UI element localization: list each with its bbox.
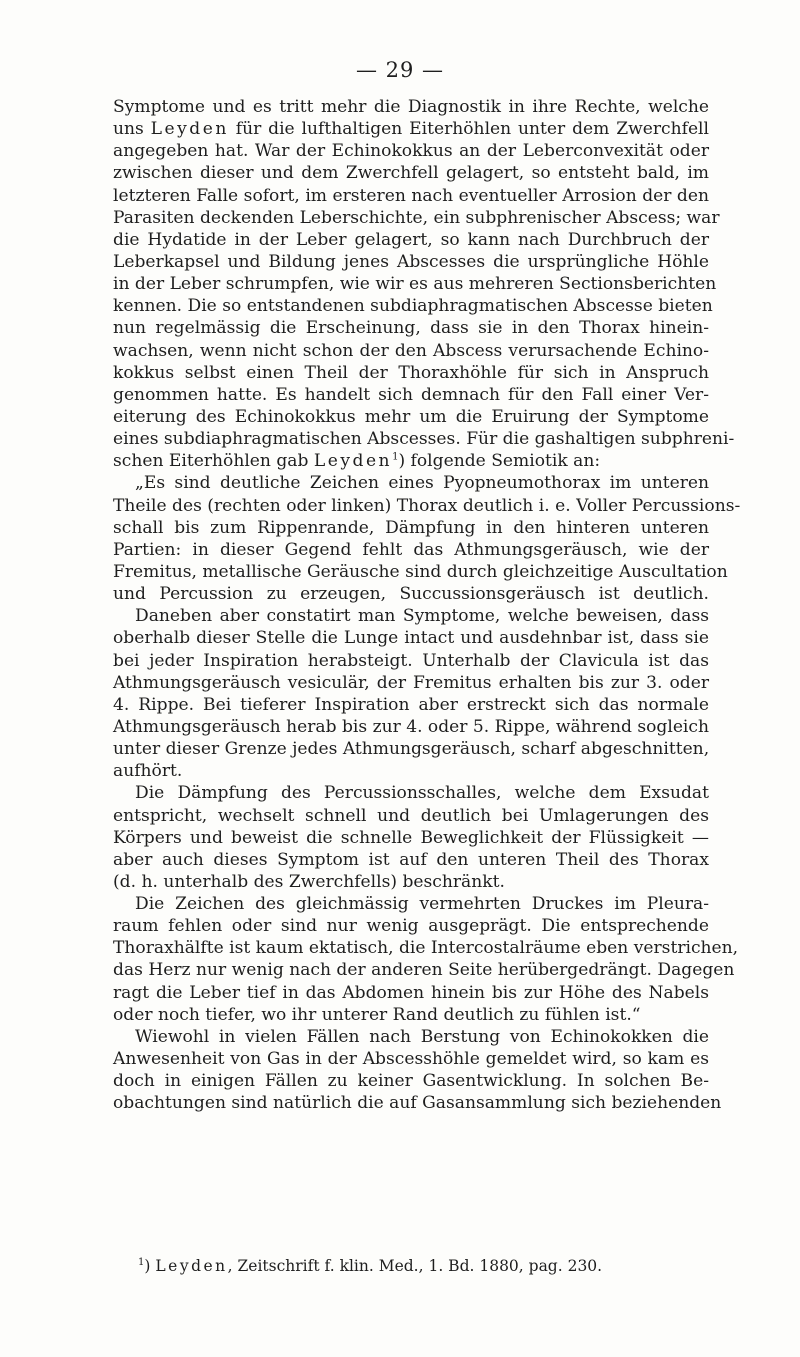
spaced-author-name: Leyden <box>155 1257 228 1275</box>
text-line: aber auch dieses Symptom ist auf den unteren Theil des Thorax <box>113 849 709 870</box>
spaced-author-name: Leyden <box>150 119 229 140</box>
text-line: schall bis zum Rippenrande, Dämpfung in den hinteren unteren <box>113 517 709 538</box>
footnote-marker: 1 <box>392 451 399 463</box>
text-line: Wiewohl in vielen Fällen nach Berstung von Echinokokken die <box>135 1026 709 1047</box>
spaced-author-name: Leyden <box>313 451 393 472</box>
text-line: die Hydatide in der Leber gelagert, so kann nach Durchbruch der <box>113 229 709 250</box>
text-line: unter dieser Grenze jedes Athmungsgeräusch, scharf abgeschnitten, <box>113 739 710 760</box>
text-line: aufhört. <box>113 761 183 782</box>
page-number: — 29 — <box>355 58 445 82</box>
text-line: letzteren Falle sofort, im ersteren nach eventueller Arrosion der den <box>113 185 709 206</box>
text-line: ragt die Leber tief in das Abdomen hinein bis zur Höhe des Nabels <box>113 982 709 1003</box>
text-line: Fremitus, metallische Geräusche sind durch gleichzeitige Auscultation <box>113 561 728 582</box>
text-line: Parasiten deckenden Leberschichte, ein subphrenischer Abscess; war <box>113 207 720 228</box>
text-line: doch in einigen Fällen zu keiner Gasentwicklung. In solchen Be- <box>113 1071 709 1092</box>
text-line: zwischen dieser und dem Zwerchfell gelagert, so entsteht bald, im <box>113 163 709 184</box>
text-line: wachsen, wenn nicht schon der den Abscess verursachende Echino- <box>113 340 709 361</box>
text-line: genommen hatte. Es handelt sich demnach für den Fall einer Ver- <box>113 384 709 405</box>
text-line: kennen. Die so entstandenen subdiaphragmatischen Abscesse bieten <box>113 296 713 317</box>
text-line: und Percussion zu erzeugen, Succussionsgeräusch ist deutlich. <box>113 584 709 605</box>
text-line: uns Leyden für die lufthaltigen Eiterhöhlen unter dem Zwerchfell <box>113 119 709 140</box>
text-line: Die Zeichen des gleichmässig vermehrten Druckes im Pleura- <box>135 894 709 915</box>
text-line: oberhalb dieser Stelle die Lunge intact und ausdehnbar ist, dass sie <box>113 628 709 649</box>
text-line: eiterung des Echinokokkus mehr um die Eruirung der Symptome <box>113 406 709 427</box>
text-line: Athmungsgeräusch herab bis zur 4. oder 5. Rippe, während sogleich <box>113 716 709 737</box>
text-line: Anwesenheit von Gas in der Abscesshöhle gemeldet wird, so kam es <box>113 1049 709 1070</box>
text-line: kokkus selbst einen Theil der Thoraxhöhle für sich in Anspruch <box>113 362 709 383</box>
text-line: Die Dämpfung des Percussionsschalles, welche dem Exsudat <box>135 783 709 804</box>
text-line: Symptome und es tritt mehr die Diagnostik in ihre Rechte, welche <box>113 97 709 117</box>
text-line: raum fehlen oder sind nur wenig ausgeprägt. Die entsprechende <box>113 916 709 937</box>
text-line: Daneben aber constatirt man Symptome, welche beweisen, dass <box>135 606 709 627</box>
text-line: in der Leber schrumpfen, wie wir es aus mehreren Sectionsberichten <box>113 274 717 295</box>
footnote: $^1$) Leyden, Zeitschrift f. klin. Med., 1. Bd. 1880, pag. 230. <box>138 1256 603 1275</box>
text-line: Thoraxhälfte ist kaum ektatisch, die Intercostalräume eben verstrichen, <box>113 938 739 959</box>
text-line: nun regelmässig die Erscheinung, dass sie in den Thorax hinein- <box>113 318 709 339</box>
text-line: 4. Rippe. Bei tieferer Inspiration aber erstreckt sich das normale <box>113 694 709 715</box>
text-line: eines subdiaphragmatischen Abscesses. Für die gashaltigen subphreni- <box>113 429 735 450</box>
text-line: (d. h. unterhalb des Zwerchfells) beschränkt. <box>113 871 505 892</box>
text-line: angegeben hat. War der Echinokokkus an der Leberconvexität oder <box>113 141 709 162</box>
text-line: Leberkapsel und Bildung jenes Abscesses die ursprüngliche Höhle <box>113 251 709 272</box>
text-line: Partien: in dieser Gegend fehlt das Athmungsgeräusch, wie der <box>113 539 709 560</box>
text-line: Theile des (rechten oder linken) Thorax deutlich i. e. Voller Percussions- <box>113 495 741 516</box>
text-line: obachtungen sind natürlich die auf Gasansammlung sich beziehenden <box>113 1093 722 1114</box>
text-line: das Herz nur wenig nach der anderen Seite herübergedrängt. Dagegen <box>113 960 735 981</box>
text-line: Athmungsgeräusch vesiculär, der Fremitus erhalten bis zur 3. oder <box>113 672 709 693</box>
footnote-marker: 1 <box>138 1256 145 1268</box>
text-line: bei jeder Inspiration herabsteigt. Unterhalb der Clavicula ist das <box>113 650 709 671</box>
text-line: entspricht, wechselt schnell und deutlich bei Umlagerungen des <box>113 805 709 826</box>
text-line: „Es sind deutliche Zeichen eines Pyopneumothorax im unteren <box>135 473 709 494</box>
body-text <box>113 96 741 1114</box>
text-line: schen Eiterhöhlen gab Leyden$^1$) folgende Semiotik an: <box>113 451 601 472</box>
text-line: oder noch tiefer, wo ihr unterer Rand deutlich zu fühlen ist.“ <box>113 1004 641 1025</box>
text-line: Körpers und beweist die schnelle Beweglichkeit der Flüssigkeit — <box>113 827 709 848</box>
